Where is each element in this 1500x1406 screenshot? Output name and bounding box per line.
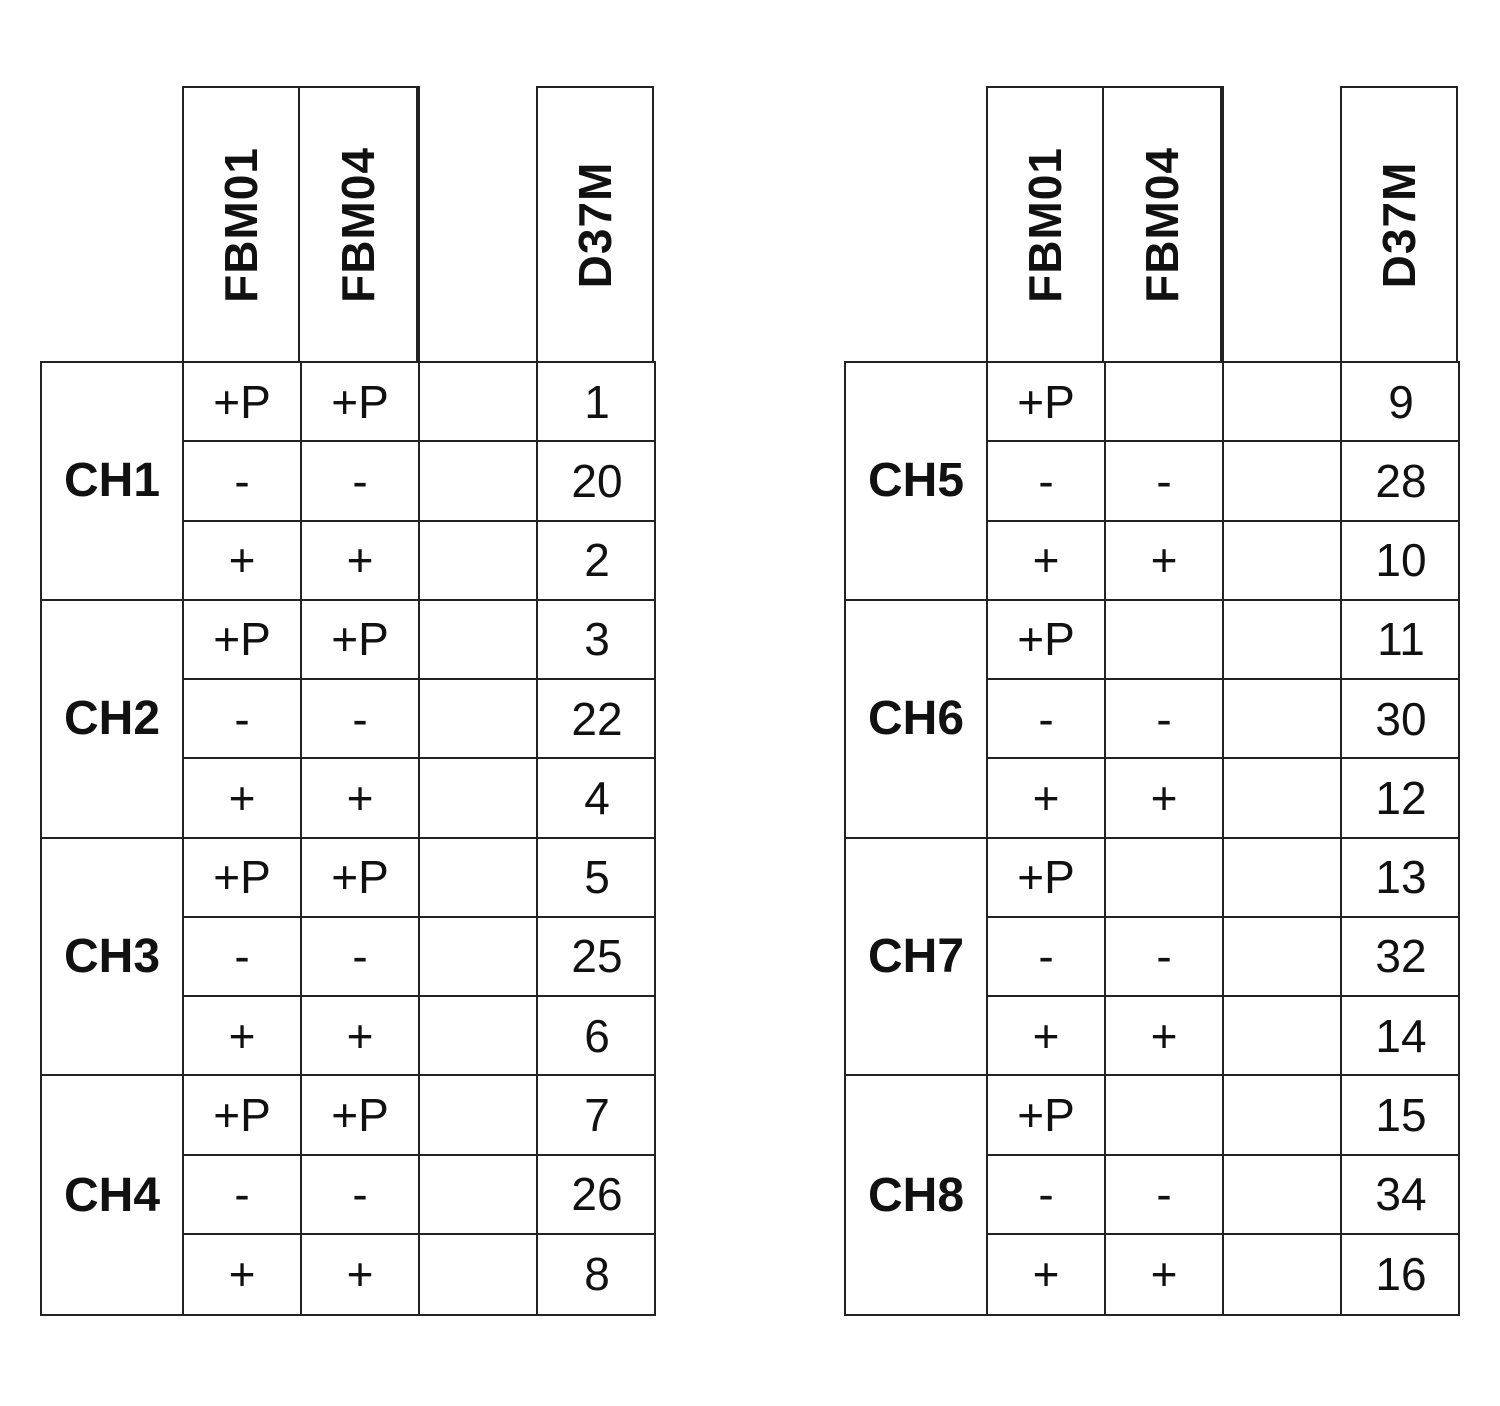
- pin-cell: +P: [988, 601, 1106, 680]
- pin-cell: 13: [1342, 839, 1460, 918]
- pin-cell: [420, 680, 538, 759]
- header-label: FBM01: [1019, 146, 1071, 303]
- pin-cell: +: [302, 997, 420, 1076]
- pin-cell: [420, 522, 538, 601]
- channel-label: CH1: [42, 363, 184, 601]
- pin-cell: [1224, 759, 1342, 838]
- pin-table-right: [844, 86, 1460, 1316]
- channel-label: CH5: [846, 363, 988, 601]
- header-d37m: [1340, 86, 1458, 361]
- pin-cell: [420, 442, 538, 521]
- pin-cell: +P: [302, 1076, 420, 1155]
- pin-cell: -: [302, 918, 420, 997]
- pin-cell: -: [184, 1156, 302, 1235]
- pin-cell: 9: [1342, 363, 1460, 442]
- channel-label: CH6: [846, 601, 988, 839]
- pin-cell: [1224, 1076, 1342, 1155]
- pin-cell: [420, 363, 538, 442]
- pin-cell: 20: [538, 442, 656, 521]
- pin-cell: 10: [1342, 522, 1460, 601]
- pin-grid: [40, 361, 656, 1316]
- pin-cell: +: [1106, 1235, 1224, 1314]
- pin-cell: 14: [1342, 997, 1460, 1076]
- header-spacer: [1222, 86, 1340, 361]
- channel-label: CH2: [42, 601, 184, 839]
- pin-cell: +P: [302, 601, 420, 680]
- header-label: D37M: [569, 161, 621, 288]
- pin-cell: -: [988, 918, 1106, 997]
- pin-cell: 3: [538, 601, 656, 680]
- pin-cell: +P: [184, 601, 302, 680]
- pin-cell: [1224, 1156, 1342, 1235]
- pin-cell: +P: [184, 839, 302, 918]
- pin-cell: +: [988, 522, 1106, 601]
- header-fbm01: [986, 86, 1104, 361]
- pin-table-left: [40, 86, 656, 1316]
- pin-cell: +: [988, 997, 1106, 1076]
- pin-cell: -: [302, 1156, 420, 1235]
- pin-cell: -: [184, 680, 302, 759]
- pin-cell: +: [184, 522, 302, 601]
- pin-cell: +: [1106, 522, 1224, 601]
- pin-cell: 2: [538, 522, 656, 601]
- pin-cell: -: [302, 680, 420, 759]
- pin-cell: +P: [988, 363, 1106, 442]
- pin-cell: [1224, 1235, 1342, 1314]
- pin-cell: -: [184, 442, 302, 521]
- pin-cell: [420, 759, 538, 838]
- pin-cell: 12: [1342, 759, 1460, 838]
- pin-cell: 28: [1342, 442, 1460, 521]
- pin-cell: 30: [1342, 680, 1460, 759]
- pin-cell: -: [1106, 442, 1224, 521]
- pin-cell: +: [302, 759, 420, 838]
- pin-cell: [1224, 680, 1342, 759]
- pin-grid: [844, 361, 1460, 1316]
- pin-cell: 1: [538, 363, 656, 442]
- pin-cell: 6: [538, 997, 656, 1076]
- pin-cell: [420, 918, 538, 997]
- channel-label: CH3: [42, 839, 184, 1077]
- pin-cell: -: [302, 442, 420, 521]
- pin-cell: 15: [1342, 1076, 1460, 1155]
- header-label: D37M: [1373, 161, 1425, 288]
- pin-cell: -: [988, 680, 1106, 759]
- pin-cell: [420, 839, 538, 918]
- pin-cell: [1224, 442, 1342, 521]
- pin-cell: 11: [1342, 601, 1460, 680]
- pin-cell: [1106, 1076, 1224, 1155]
- pin-cell: -: [1106, 680, 1224, 759]
- pin-cell: -: [1106, 1156, 1224, 1235]
- pin-cell: [420, 997, 538, 1076]
- header-spacer: [418, 86, 536, 361]
- pin-cell: [420, 1156, 538, 1235]
- pin-cell: +P: [988, 1076, 1106, 1155]
- pin-cell: +: [302, 1235, 420, 1314]
- pin-cell: 16: [1375, 1248, 1427, 1301]
- pin-cell: +P: [302, 839, 420, 918]
- pin-cell: [1106, 363, 1224, 442]
- header-fbm04: [1104, 86, 1222, 361]
- channel-label: CH4: [42, 1076, 184, 1314]
- header-d37m: [536, 86, 654, 361]
- header-label: FBM04: [1136, 146, 1188, 303]
- pin-cell: [1106, 601, 1224, 680]
- header-label: FBM01: [215, 146, 267, 303]
- header-label: FBM04: [332, 146, 384, 303]
- pin-cell: [1224, 839, 1342, 918]
- pin-cell: +P: [184, 363, 302, 442]
- pin-cell: 22: [538, 680, 656, 759]
- pin-cell: 4: [538, 759, 656, 838]
- header-fbm01: [182, 86, 300, 361]
- pin-cell: [420, 1235, 538, 1314]
- pin-cell: 32: [1342, 918, 1460, 997]
- pin-cell: +: [988, 759, 1106, 838]
- pin-cell: -: [988, 442, 1106, 521]
- pin-cell: +: [184, 997, 302, 1076]
- pin-cell: -: [988, 1156, 1106, 1235]
- pin-cell: [1106, 839, 1224, 918]
- pin-cell: -: [184, 918, 302, 997]
- pin-cell: 26: [538, 1156, 656, 1235]
- pin-cell: 5: [538, 839, 656, 918]
- pin-cell: +: [184, 1235, 302, 1314]
- pin-cell: [1224, 601, 1342, 680]
- pin-cell: [420, 1076, 538, 1155]
- pin-cell: [1224, 363, 1342, 442]
- pin-cell: [1224, 522, 1342, 601]
- pin-cell: +P: [988, 839, 1106, 918]
- pin-cell: +P: [302, 363, 420, 442]
- channel-label: CH8: [846, 1076, 988, 1314]
- pin-cell: 7: [538, 1076, 656, 1155]
- pin-cell: 8: [584, 1248, 610, 1301]
- pin-cell: +: [1106, 997, 1224, 1076]
- channel-label: CH7: [846, 839, 988, 1077]
- pin-cell: 25: [538, 918, 656, 997]
- pin-cell: +P: [184, 1076, 302, 1155]
- pin-cell: 34: [1342, 1156, 1460, 1235]
- pin-cell: [1224, 997, 1342, 1076]
- pin-cell: +: [184, 759, 302, 838]
- pin-cell: +: [302, 522, 420, 601]
- pin-cell: +: [1106, 759, 1224, 838]
- header-fbm04: [300, 86, 418, 361]
- pin-cell: [420, 601, 538, 680]
- pin-cell: +: [988, 1235, 1106, 1314]
- pin-cell: -: [1106, 918, 1224, 997]
- pin-cell: [1224, 918, 1342, 997]
